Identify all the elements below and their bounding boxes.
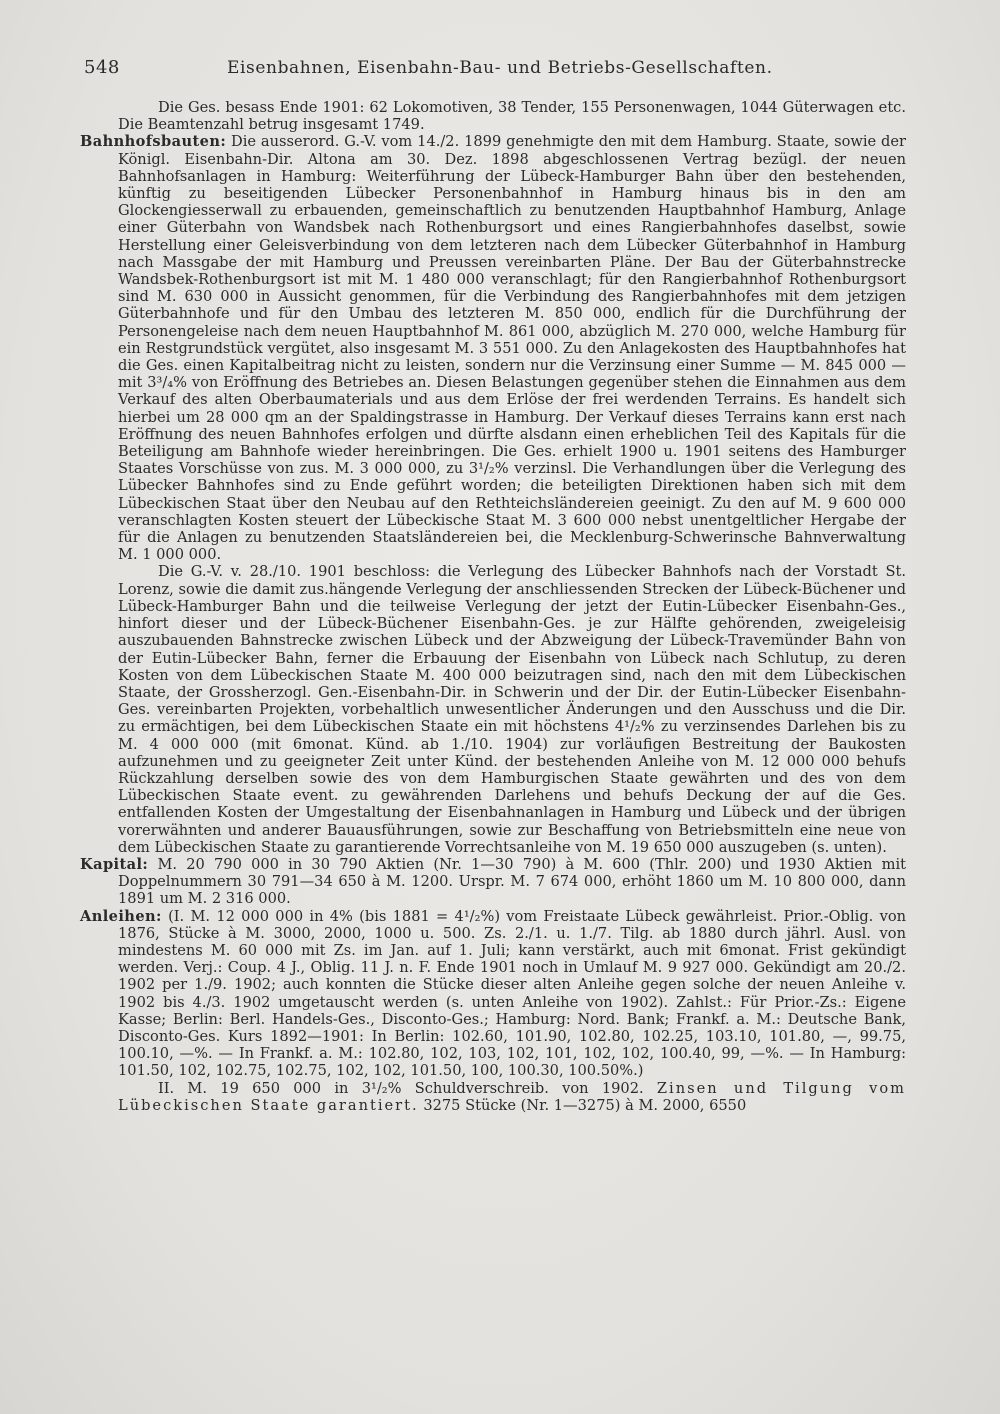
section-label-bahnhofsbauten: Bahnhofsbauten: <box>80 133 227 151</box>
section-label-anleihen: Anleihen: <box>80 907 162 925</box>
page-number: 548 <box>84 57 120 78</box>
anleihe-1902-pieces: 3275 Stücke (Nr. 1—3275) à M. 2000, 6550 <box>423 1096 747 1114</box>
paragraph-rolling-stock: Die Ges. besass Ende 1901: 62 Lokomotiven, 38 Tender, 155 Personenwagen, 1044 Güterwagen etc. Die Beamtenzahl betrug insgesamt 1749. <box>118 99 906 134</box>
section-text-anleihen: (I. M. 12 000 000 in 4% (bis 1881 = 4¹/₂%) vom Freistaate Lübeck gewährleist. Prior.-Oblig. von 1876, Stücke à M. 3000, 2000, 1000 u. 500. Zs. 2./1. u. 1./7. Tilg. ab 1880 durch jährl. Ausl. von mindestens M. 60 000 mit Zs. im Jan. auf 1. Juli; kann verstärkt, auch mit 6monat. Frist gekündigt werden. Verj.: Coup. 4 J., Oblig. 11 J. n. F. Ende 1901 noch in Umlauf M. 9 927 000. Gekündigt am 20./2. 1902 per 1./9. 1902; auch konnten die Stücke dieser alten Anleihe gegen solche der neuen Anleihe v. 1902 bis 4./3. 1902 umgetauscht werden (s. unten Anleihe von 1902). Zahlst.: Für Prior.-Zs.: Eigene Kasse; Berlin: Berl. Handels-Ges., Disconto-Ges.; Hamburg: Nord. Bank; Frankf. a. M.: Deutsche Bank, Disconto-Ges. Kurs 1892—1901: In Berlin: 102.60, 101.90, 102.80, 102.25, 103.10, 101.80, —, 99.75, 100.10, —%. — In Frankf. a. M.: 102.80, 102, 103, 102, 101, 102, 102, 100.40, 99, —%. — In Hamburg: 101.50, 102, 102.75, 102.75, 102, 102, 101.50, 100, 100.30, 100.50%.) <box>118 907 907 1080</box>
paragraph-anleihen <box>80 907 907 1080</box>
section-text-bahnhofsbauten: Die ausserord. G.-V. vom 14./2. 1899 genehmigte den mit dem Hamburg. Staate, sowie der Königl. Eisenbahn-Dir. Altona am 30. Dez. 1898 abgeschlossenen Vertrag bezügl. der neuen Bahnhofsanlagen in Hamburg: Weiterführung der Lübeck-Hamburger Bahn über den bestehenden, künftig zu beseitigenden Lübecker Personenbahnhof in Hamburg hinaus bis in den am Glockengiesserwall zu erbauenden, gemeinschaftlich zu benutzenden Hauptbahnhof Hamburg, Anlage einer Güterbahn von Wandsbek nach Rothenburgsort und eines Rangierbahnhofes daselbst, sowie Herstellung einer Geleisverbindung von dem letzteren nach dem Lübecker Güterbahnhof in Hamburg nach Massgabe der mit Hamburg und Preussen vereinbarten Pläne. Der Bau der Güterbahnstrecke Wandsbek-Rothenburgsort ist mit M. 1 480 000 veranschlagt; für den Rangierbahnhof Rothenburgsort sind M. 630 000 in Aussicht genommen, für die Verbindung des Rangierbahnhofes mit dem jetzigen Güterbahnhofe und für den Umbau des letzteren M. 850 000, endlich für die Durchführung der Personengeleise nach dem neuen Hauptbahnhof M. 861 000, abzüglich M. 270 000, welche Hamburg für ein Restgrundstück vergütet, also insgesamt M. 3 551 000. Zu den Anlagekosten des Hauptbahnhofes hat die Ges. einen Kapitalbeitrag nicht zu leisten, sondern nur die Verzinsung einer Summe — M. 845 000 — mit 3³/₄% von Eröffnung des Betriebes an. Diesen Belastungen gegenüber stehen die Einnahmen aus dem Verkauf des alten Oberbaumaterials und aus dem Erlöse der frei werdenden Terrains. Es handelt sich hierbei um 28 000 qm an der Spaldingstrasse in Hamburg. Der Verkauf dieses Terrains kann erst nach Eröffnung des neuen Bahnhofes erfolgen und dürfte alsdann einen erheblichen Teil des Kapitals für die Beteiligung am Bahnhofe wieder hereinbringen. Die Ges. erhielt 1900 u. 1901 seitens des Hamburger Staates Vorschüsse von zus. M. 3 000 000, zu 3¹/₂% verzinsl. Die Verhandlungen über die Verlegung des Lübecker Bahnhofes sind zu Ende geführt worden; die beteiligten Direktionen haben sich mit dem Lübeckischen Staat über den Neubau auf den Rethteichsländereien geeinigt. Zu den auf M. 9 600 000 veranschlagten Kosten steuert der Lübeckische Staat M. 3 600 000 nebst unentgeltlicher Hergabe der für die Anlagen zu benutzenden Staatsländereien bei, die Mecklenburg-Schwerinsche Bahnverwaltung M. 1 000 000. <box>118 133 907 564</box>
anleihe-1902-guarantee: Zinsen und Tilgung vom Lübeckischen Staate garantiert. <box>118 1079 907 1114</box>
running-title: Eisenbahnen, Eisenbahn-Bau- und Betriebs-Gesellschaften. <box>227 58 773 78</box>
anleihe-1902-intro: II. M. 19 650 000 in 3¹/₂% Schuldverschreib. von 1902. <box>158 1079 644 1097</box>
paragraph-gv-resolution: Die G.-V. v. 28./10. 1901 beschloss: die Verlegung des Lübecker Bahnhofs nach der Vorstadt St. Lorenz, sowie die damit zus.hängende Verlegung der anschliessenden Strecken der Lübeck-Büchener und Lübeck-Hamburger Bahn und die teilweise Verlegung der jetzt der Eutin-Lübecker Eisenbahn-Ges., hinfort dieser und der Lübeck-Büchener Eisenbahn-Ges. je zur Hälfte gehörenden, zweigeleisig auszubauenden Bahnstrecke zwischen Lübeck und der Abzweigung der Lübeck-Travemünder Bahn von der Eutin-Lübecker Bahn, ferner die Erbauung der Eisenbahn von Lübeck nach Schlutup, zu deren Kosten von dem Lübeckischen Staate M. 400 000 beizutragen sind, nach den mit dem Lübeckischen Staate, der Grossherzogl. Gen.-Eisenbahn-Dir. in Schwerin und der Dir. der Eutin-Lübecker Eisenbahn-Ges. vereinbarten Projekten, vorbehaltlich unwesentlicher Änderungen und den Ausschuss und die Dir. zu ermächtigen, bei dem Lübeckischen Staate ein mit höchstens 4¹/₂% zu verzinsendes Darlehen bis zu M. 4 000 000 (mit 6monat. Künd. ab 1./10. 1904) zur vorläufigen Bestreitung der Baukosten aufzunehmen und zu geeigneter Zeit unter Künd. der bestehenden Anleihe von M. 12 000 000 behufs Rückzahlung derselben sowie des von dem Hamburgischen Staate gewährten und des von dem Lübeckischen Staate event. zu gewährenden Darlehens und behufs Deckung der auf die Ges. entfallenden Kosten der Umgestaltung der Eisenbahnanlagen in Hamburg und Lübeck und der übrigen vorerwähnten und anderer Bauausführungen, sowie zur Beschaffung von Betriebsmitteln eine neue von dem Lübeckischen Staate zu garantierende Vorrechtsanleihe von M. 19 650 000 auszugeben (s. unten). <box>118 563 906 856</box>
paragraph-anleihe-1902 <box>118 1080 906 1114</box>
page-body <box>80 99 907 1114</box>
section-label-kapital: Kapital: <box>80 855 149 873</box>
paragraph-kapital <box>80 855 906 908</box>
paragraph-bahnhofsbauten <box>80 133 907 564</box>
section-text-kapital: M. 20 790 000 in 30 790 Aktien (Nr. 1—30 790) à M. 600 (Thlr. 200) und 1930 Aktien mit Doppelnummern 30 791—34 650 à M. 1200. Urspr. M. 7 674 000, erhöht 1860 um M. 10 800 000, dann 1891 um M. 2 316 000. <box>118 855 906 908</box>
page-header <box>84 57 906 85</box>
